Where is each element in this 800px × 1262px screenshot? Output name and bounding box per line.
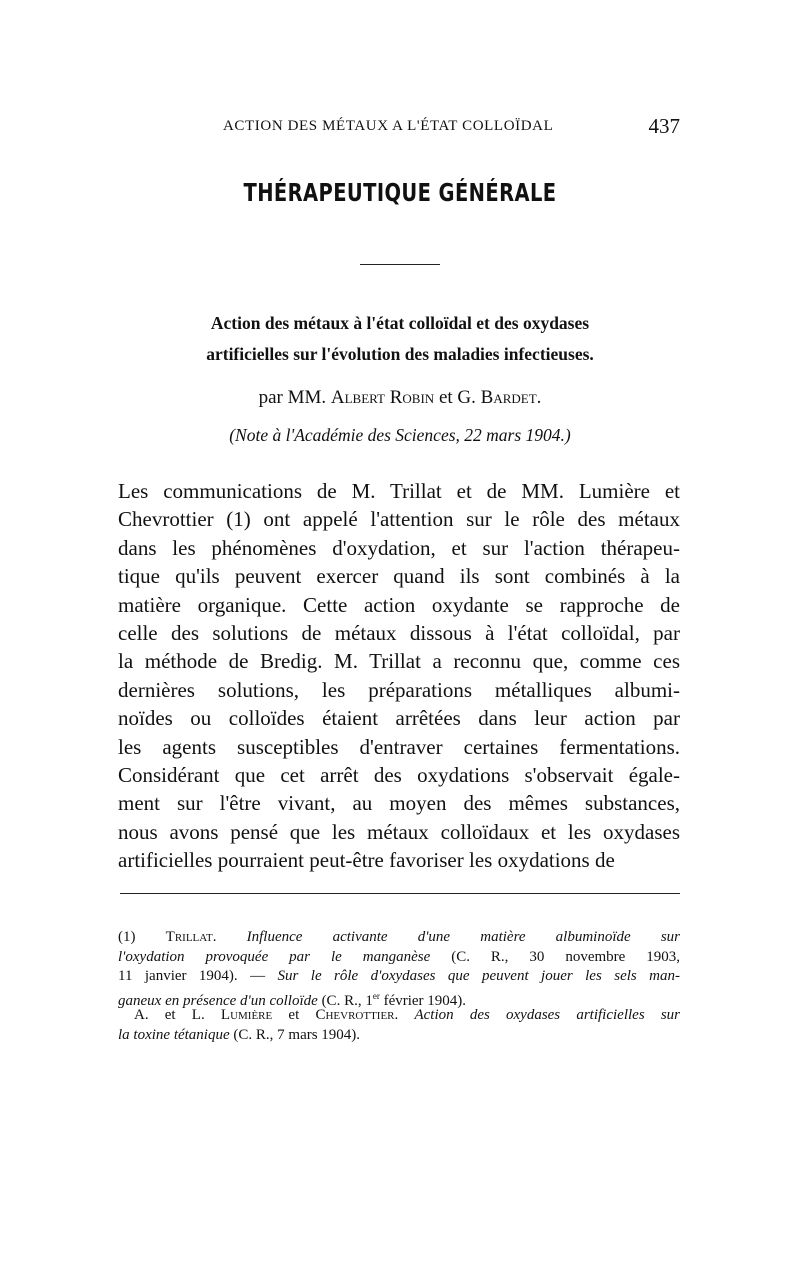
footnote-text: . bbox=[212, 929, 247, 945]
footnote-author: Chevrottier bbox=[315, 1007, 395, 1023]
footnote-1-line-1 bbox=[118, 928, 680, 948]
footnote-reference: février 1904). bbox=[379, 992, 467, 1009]
byline bbox=[120, 387, 680, 409]
running-title: ACTION DES MÉTAUX A L'ÉTAT COLLOÏDAL bbox=[223, 118, 554, 134]
footnote-reference: (C. R., 7 mars 1904). bbox=[229, 1026, 361, 1043]
body-line: Les communications de M. Trillat et de MM. Lumière et bbox=[118, 479, 680, 503]
byline-prefix: par MM. bbox=[258, 387, 331, 408]
body-line: la méthode de Bredig. M. Trillat a reconnu que, comme ces bbox=[118, 649, 680, 674]
body-text bbox=[118, 477, 680, 874]
body-line: noïdes ou colloïdes étaient arrêtées dans leur action par bbox=[118, 706, 680, 731]
footnote-2-line-1 bbox=[118, 1006, 680, 1026]
footnote-title: l'oxydation provoquée par le manganèse bbox=[118, 948, 431, 965]
academy-note: (Note à l'Académie des Sciences, 22 mars 1904.) bbox=[229, 425, 571, 445]
footnote-title: ganeux en présence d'un colloïde bbox=[118, 992, 318, 1009]
footnote-marker: (1) bbox=[118, 929, 166, 945]
section-title: THÉRAPEUTIQUE GÉNÉRALE bbox=[243, 178, 557, 207]
footnote-text: et bbox=[272, 1007, 316, 1023]
running-header bbox=[120, 114, 680, 142]
author-bardet: Bardet bbox=[480, 387, 537, 408]
body-line: Chevrottier (1) ont appelé l'attention sur le rôle des métaux bbox=[118, 507, 680, 532]
footnote-text: . bbox=[394, 1007, 415, 1023]
footnote-1-line-3 bbox=[118, 967, 680, 987]
footnote-superscript: er bbox=[372, 990, 380, 1001]
footnote-title: la toxine tétanique bbox=[118, 1026, 230, 1043]
title-divider bbox=[360, 264, 440, 265]
body-line: ment sur l'être vivant, au moyen des mêmes substances, bbox=[118, 791, 680, 816]
body-line: celle des solutions de métaux dissous à l'état colloïdal, par bbox=[118, 620, 680, 645]
body-line: matière organique. Cette action oxydante se rapproche de bbox=[118, 592, 680, 617]
byline-end: . bbox=[536, 387, 542, 408]
footnote-divider bbox=[120, 893, 680, 894]
article-title bbox=[120, 308, 680, 370]
footnote-1-line-2 bbox=[118, 948, 680, 968]
footnote-author: Trillat bbox=[165, 929, 213, 945]
footnote-title: Influence activante d'une matière albuminoïde sur bbox=[246, 929, 681, 945]
body-line: dans les phénomènes d'oxydation, et sur l'action thérapeu- bbox=[118, 535, 680, 560]
footnote-text: A. et L. bbox=[134, 1007, 221, 1023]
footnote-2-line-2 bbox=[118, 1026, 680, 1046]
footnote-title: Action des oxydases artificielles sur bbox=[414, 1007, 681, 1023]
footnote-reference: (C. R., 1 bbox=[317, 992, 373, 1009]
footnote-reference: (C. R., 30 novembre 1903, bbox=[430, 948, 680, 965]
article-title-line-1: Action des métaux à l'état colloïdal et des oxydases bbox=[210, 313, 590, 333]
body-line: dernières solutions, les préparations métalliques albumi- bbox=[118, 677, 680, 702]
body-line: artificielles pourraient peut-être favoriser les oxydations de bbox=[118, 848, 615, 873]
body-line: nous avons pensé que les métaux colloïdaux et les oxydases bbox=[118, 819, 680, 844]
footnote-1-line-4 bbox=[118, 987, 680, 1007]
footnote-author: Lumière bbox=[220, 1007, 273, 1023]
footnotes bbox=[118, 928, 680, 1045]
body-line: Considérant que cet arrêt des oxydations s'observait égale- bbox=[118, 762, 680, 787]
body-line: tique qu'ils peuvent exercer quand ils sont combinés à la bbox=[118, 564, 680, 589]
byline-conjunction: et G. bbox=[434, 387, 481, 408]
author-robin: Albert Robin bbox=[330, 387, 435, 408]
footnote-text: 11 janvier 1904). — bbox=[118, 968, 278, 984]
article-title-line-2: artificielles sur l'évolution des maladies infectieuses. bbox=[206, 344, 594, 364]
body-line: les agents susceptibles d'entraver certaines fermentations. bbox=[118, 734, 680, 759]
page-number: 437 bbox=[648, 114, 680, 138]
footnote-title: Sur le rôle d'oxydases que peuvent jouer les sels man- bbox=[277, 968, 680, 984]
